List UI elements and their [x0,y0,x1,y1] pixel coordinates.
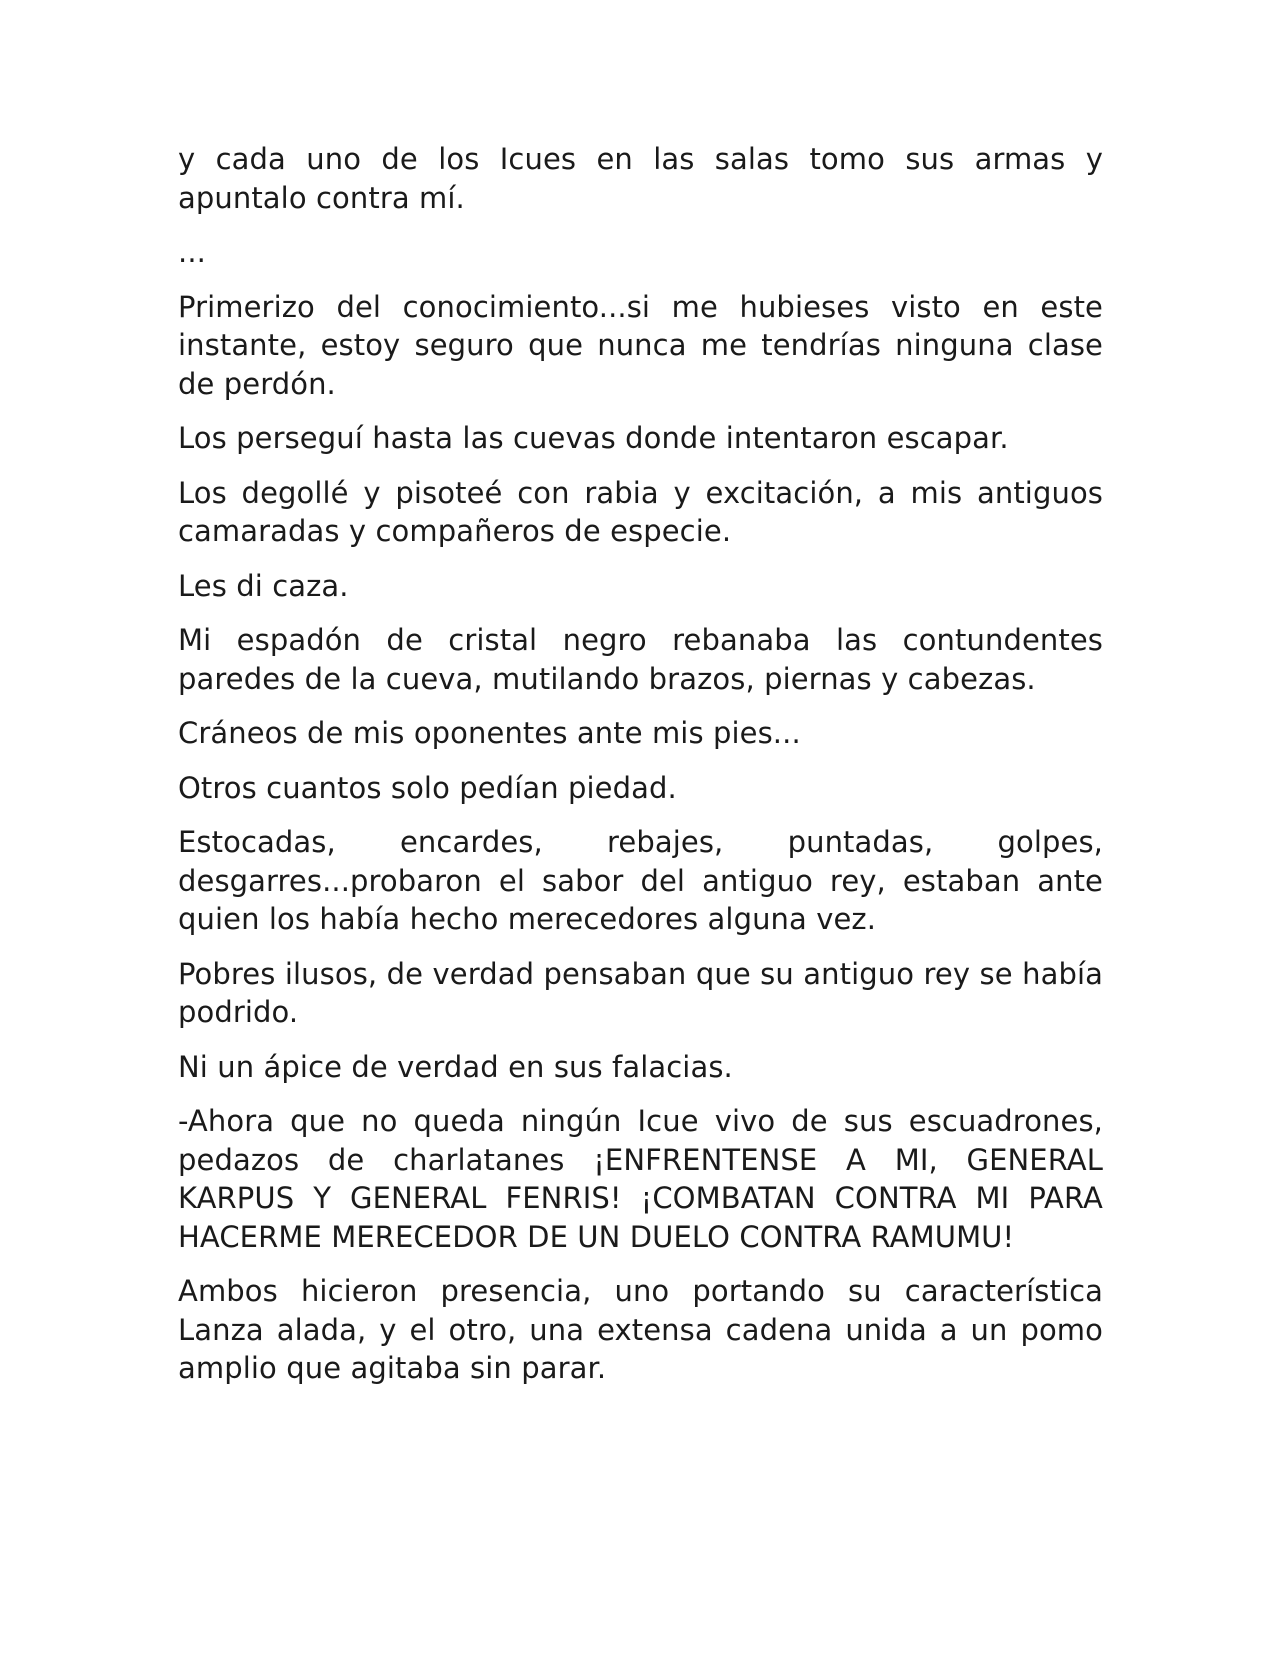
paragraph: Otros cuantos solo pedían piedad. [178,770,677,805]
paragraph: Ni un ápice de verdad en sus falacias. [178,1049,733,1084]
paragraph: Estocadas, encardes, rebajes, puntadas, golpes, desgarres...probaron el sabor del antiguo rey, estaban ante quien los había hecho merecedores alguna vez. [178,825,1103,936]
paragraph: y cada uno de los Icues en las salas tomo sus armas y apuntalo contra mí. [178,142,1103,215]
paragraph: Ambos hicieron presencia, uno portando su característica Lanza alada, y el otro, una extensa cadena unida a un pomo amplio que agitaba sin parar. [178,1274,1103,1385]
paragraph: Los degollé y pisoteé con rabia y excitación, a mis antiguos camaradas y compañeros de especie. [178,475,1103,548]
paragraph: Primerizo del conocimiento...si me hubieses visto en este instante, estoy seguro que nunca me tendrías ninguna clase de perdón. [178,289,1103,401]
paragraph: ... [178,235,206,269]
paragraph: -Ahora que no queda ningún Icue vivo de sus escuadrones, pedazos de charlatanes ¡ENFRENTENSE A MI, GENERAL KARPUS Y GENERAL FENRIS! ¡COMBATAN CONTRA MI PARA HACERME MERECEDOR DE UN DUELO CONTRA RAMUMU! [178,1104,1103,1254]
paragraph: Pobres ilusos, de verdad pensaban que su antiguo rey se había podrido. [178,956,1103,1029]
paragraph: Cráneos de mis oponentes ante mis pies... [178,716,801,750]
paragraph: Les di caza. [178,568,349,603]
document-page [178,140,1103,1404]
paragraph: Mi espadón de cristal negro rebanaba las contundentes paredes de la cueva, mutilando brazos, piernas y cabezas. [178,623,1103,696]
paragraph: Los perseguí hasta las cuevas donde intentaron escapar. [178,421,1009,455]
